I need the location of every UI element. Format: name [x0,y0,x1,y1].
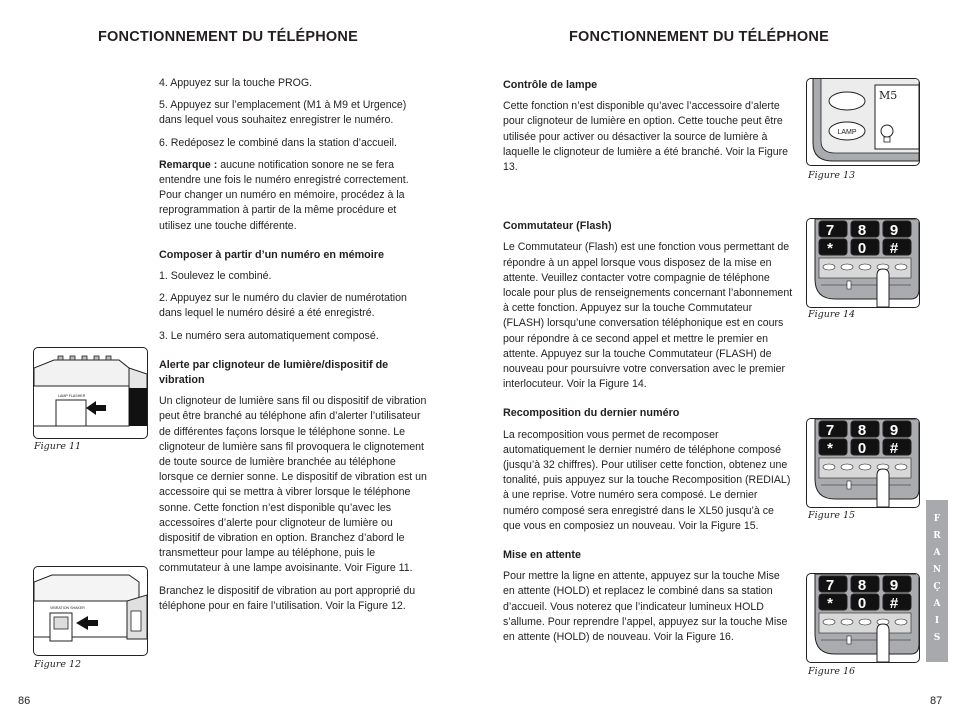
right-page-heading: FONCTIONNEMENT DU TÉLÉPHONE [569,29,829,45]
remark-label: Remarque : [159,158,218,171]
keypad-illustration [807,574,919,662]
side-tab-letter: I [934,616,940,626]
keypad-key-label: 0 [857,595,867,612]
function-button [895,619,907,625]
function-button [859,619,871,625]
step-6: 6. Redéposez le combiné dans la station d’accueil. [159,136,397,149]
side-tab-letter: A [933,599,941,609]
keypad-key-label: 7 [825,222,835,239]
function-button [823,619,835,625]
remark-text: aucune notification sonore ne se fera entendre une fois le numéro enregistré correctement. [159,158,409,187]
figure-14 [806,218,920,308]
keypad-key-label: 9 [889,422,899,439]
figure-13 [806,78,920,166]
redial-title: Recomposition du dernier numéro [503,407,680,420]
figure-16 [806,573,920,663]
function-button [823,464,835,470]
figure-12 [33,566,148,656]
keypad-key-label: 9 [889,222,899,239]
keypad-key-label: # [889,440,899,457]
keypad-key-label: # [889,240,899,257]
compose-title: Composer à partir d’un numéro en mémoire [159,248,384,261]
lamp-button-label: LAMP [837,129,857,136]
keypad-key-label: # [889,595,899,612]
side-tab-letter: A [933,548,941,558]
figure-11-caption: Figure 11 [34,441,82,452]
function-button [895,464,907,470]
function-button [841,619,853,625]
finger-icon [877,624,889,662]
function-button [895,264,907,270]
hold-text: Pour mettre la ligne en attente, appuyez sur la touche Mise en attente (HOLD) et replacez le combiné dans sa station d’accueil. Vous noterez que l’indicateur lumineux HOLD s’allume. Pour reprendre l’appel, appuyez sur la touche Mise en attente (HOLD) de nouveau. Voir la Figure 16. [503,570,788,644]
keypad-key [819,439,847,455]
keypad-key [819,239,847,255]
hold-title: Mise en attente [503,549,581,562]
side-tab-letter: S [933,633,941,643]
flash-title: Commutateur (Flash) [503,220,612,233]
m5-label: M5 [879,89,898,102]
function-button [859,464,871,470]
flash-text: Le Commutateur (Flash) est une fonction vous permettant de répondre à un appel lorsque vous disposez de la mise en attente. Veuillez contacter votre compagnie de téléphone locale pour plus de renseignements concernant l’abonnement à cette fonction. Appuyez sur la touche Commutateur (FLASH) lorsqu’une conversation téléphonique est en cours pour répondre à ce second appel et mettre le premier en attente. Appuyez sur la touche Commutateur (FLASH) de nouveau pour poursuivre votre conversation avec le premier interlocuteur. Voir la Figure 14. [503,241,793,391]
keypad-key-label: 0 [857,240,867,257]
figure-12-caption: Figure 12 [34,659,82,670]
figure-14-caption: Figure 14 [808,309,856,320]
figure-13-caption: Figure 13 [808,170,856,181]
compose-step-3: 3. Le numéro sera automatiquement composé. [159,329,379,342]
left-page-heading: FONCTIONNEMENT DU TÉLÉPHONE [98,29,358,45]
keypad-key-label: * [827,240,833,257]
remark [159,158,429,188]
keypad-illustration [807,219,919,307]
redial-text: La recomposition vous permet de recomposer automatiquement le dernier numéro de téléphone composé (jusqu’à 32 chiffres). Pour utiliser cette fonction, obtenez une tonalité, puis appuyez sur la touche Recomposition (REDIAL) à une reprise. Votre numéro sera composé. Le dernier numéro composé sera enregistré dans le XL50 jusqu’à ce que vous en composiez un nouveau. Voir la Figure 15. [503,428,791,532]
finger-icon [877,469,889,507]
keypad-illustration [807,419,919,507]
right-page-number: 87 [930,695,943,707]
vibration-port-illustration [34,567,147,655]
lamp-control-text: Cette fonction n’est disponible qu’avec l’accessoire d’alerte pour clignoteur de lumière en option. Cette touche peut être utilisée pour activer ou désactiver la source de lumière à laquelle le clignoteur de lumière a été branché. Voir la Figure 13. [503,100,789,174]
function-button [823,264,835,270]
function-button [841,464,853,470]
keypad-key-label: 9 [889,577,899,594]
keypad-key-label: 8 [857,577,867,594]
lamp-button-illustration [807,79,919,165]
keypad-key-label: 7 [825,422,835,439]
figure-15-caption: Figure 15 [808,510,856,521]
side-tab-letter: Ç [933,582,941,592]
lamp-control-title: Contrôle de lampe [503,79,598,91]
function-button [841,264,853,270]
keypad-key-label: * [827,440,833,457]
vibration-text: Branchez le dispositif de vibration au port approprié du téléphone pour en faire l’utilisation. Voir la Figure 12. [159,584,416,612]
function-button [859,264,871,270]
side-tab-letter: R [933,531,941,541]
lamp-flasher-label: LAMP FLASHER [58,394,86,398]
finger-icon [877,269,889,307]
left-page-number: 86 [18,695,31,707]
lamp-flasher-port-illustration [34,348,147,438]
keypad-key-label: * [827,595,833,612]
step-4: 4. Appuyez sur la touche PROG. [159,77,313,89]
right-text-column [503,78,793,652]
language-side-tab [926,500,948,662]
keypad-key-label: 8 [857,222,867,239]
alert-title: Alerte par clignoteur de lumière/dispositif de vibration [159,358,389,387]
figure-16-caption: Figure 16 [808,666,856,677]
keypad-key-label: 8 [857,422,867,439]
compose-step-2: 2. Appuyez sur le numéro du clavier de numérotation dans lequel le numéro désiré a été enregistré. [159,292,407,320]
keypad-key-label: 0 [857,440,867,457]
step-5: 5. Appuyez sur l’emplacement (M1 à M9 et Urgence) dans lequel vous souhaitez enregistrer le numéro. [159,99,407,127]
alert-text: Un clignoteur de lumière sans fil ou dispositif de vibration peut être branché au téléphone afin d’alerter l’utilisateur de différentes façons lorsque le téléphone sonne. Le clignoteur de lumière sans fil provoquera le clignotement de toute source de lumière branchée au téléphone lorsque ce dernier sonne. Le dispositif de vibration est un accessoire qui se mettra à vibrer lorsque le téléphone sonne. Cette fonction n’est disponible qu’avec les accessoires d’alerte pour clignoteur de lumière ou dispositif de vibration en option. Branchez d’abord le transmetteur pour lampe au téléphone, puis le commutateur à une lampe avoisinante. Voir Figure 11. [159,395,427,575]
figure-15 [806,418,920,508]
side-tab-letter: F [933,514,941,524]
compose-step-1: 1. Soulevez le combiné. [159,270,272,283]
change-note: Pour changer un numéro en mémoire, procédez à la reprogrammation à partir de la même procédure et utilisez une touche différente. [159,189,405,232]
left-text-column [159,76,429,621]
side-tab-letter: N [932,565,942,575]
vibration-shaker-label: VIBRATION SHAKER [50,606,85,610]
keypad-key-label: 7 [825,577,835,594]
figure-11 [33,347,148,439]
keypad-key [819,594,847,610]
